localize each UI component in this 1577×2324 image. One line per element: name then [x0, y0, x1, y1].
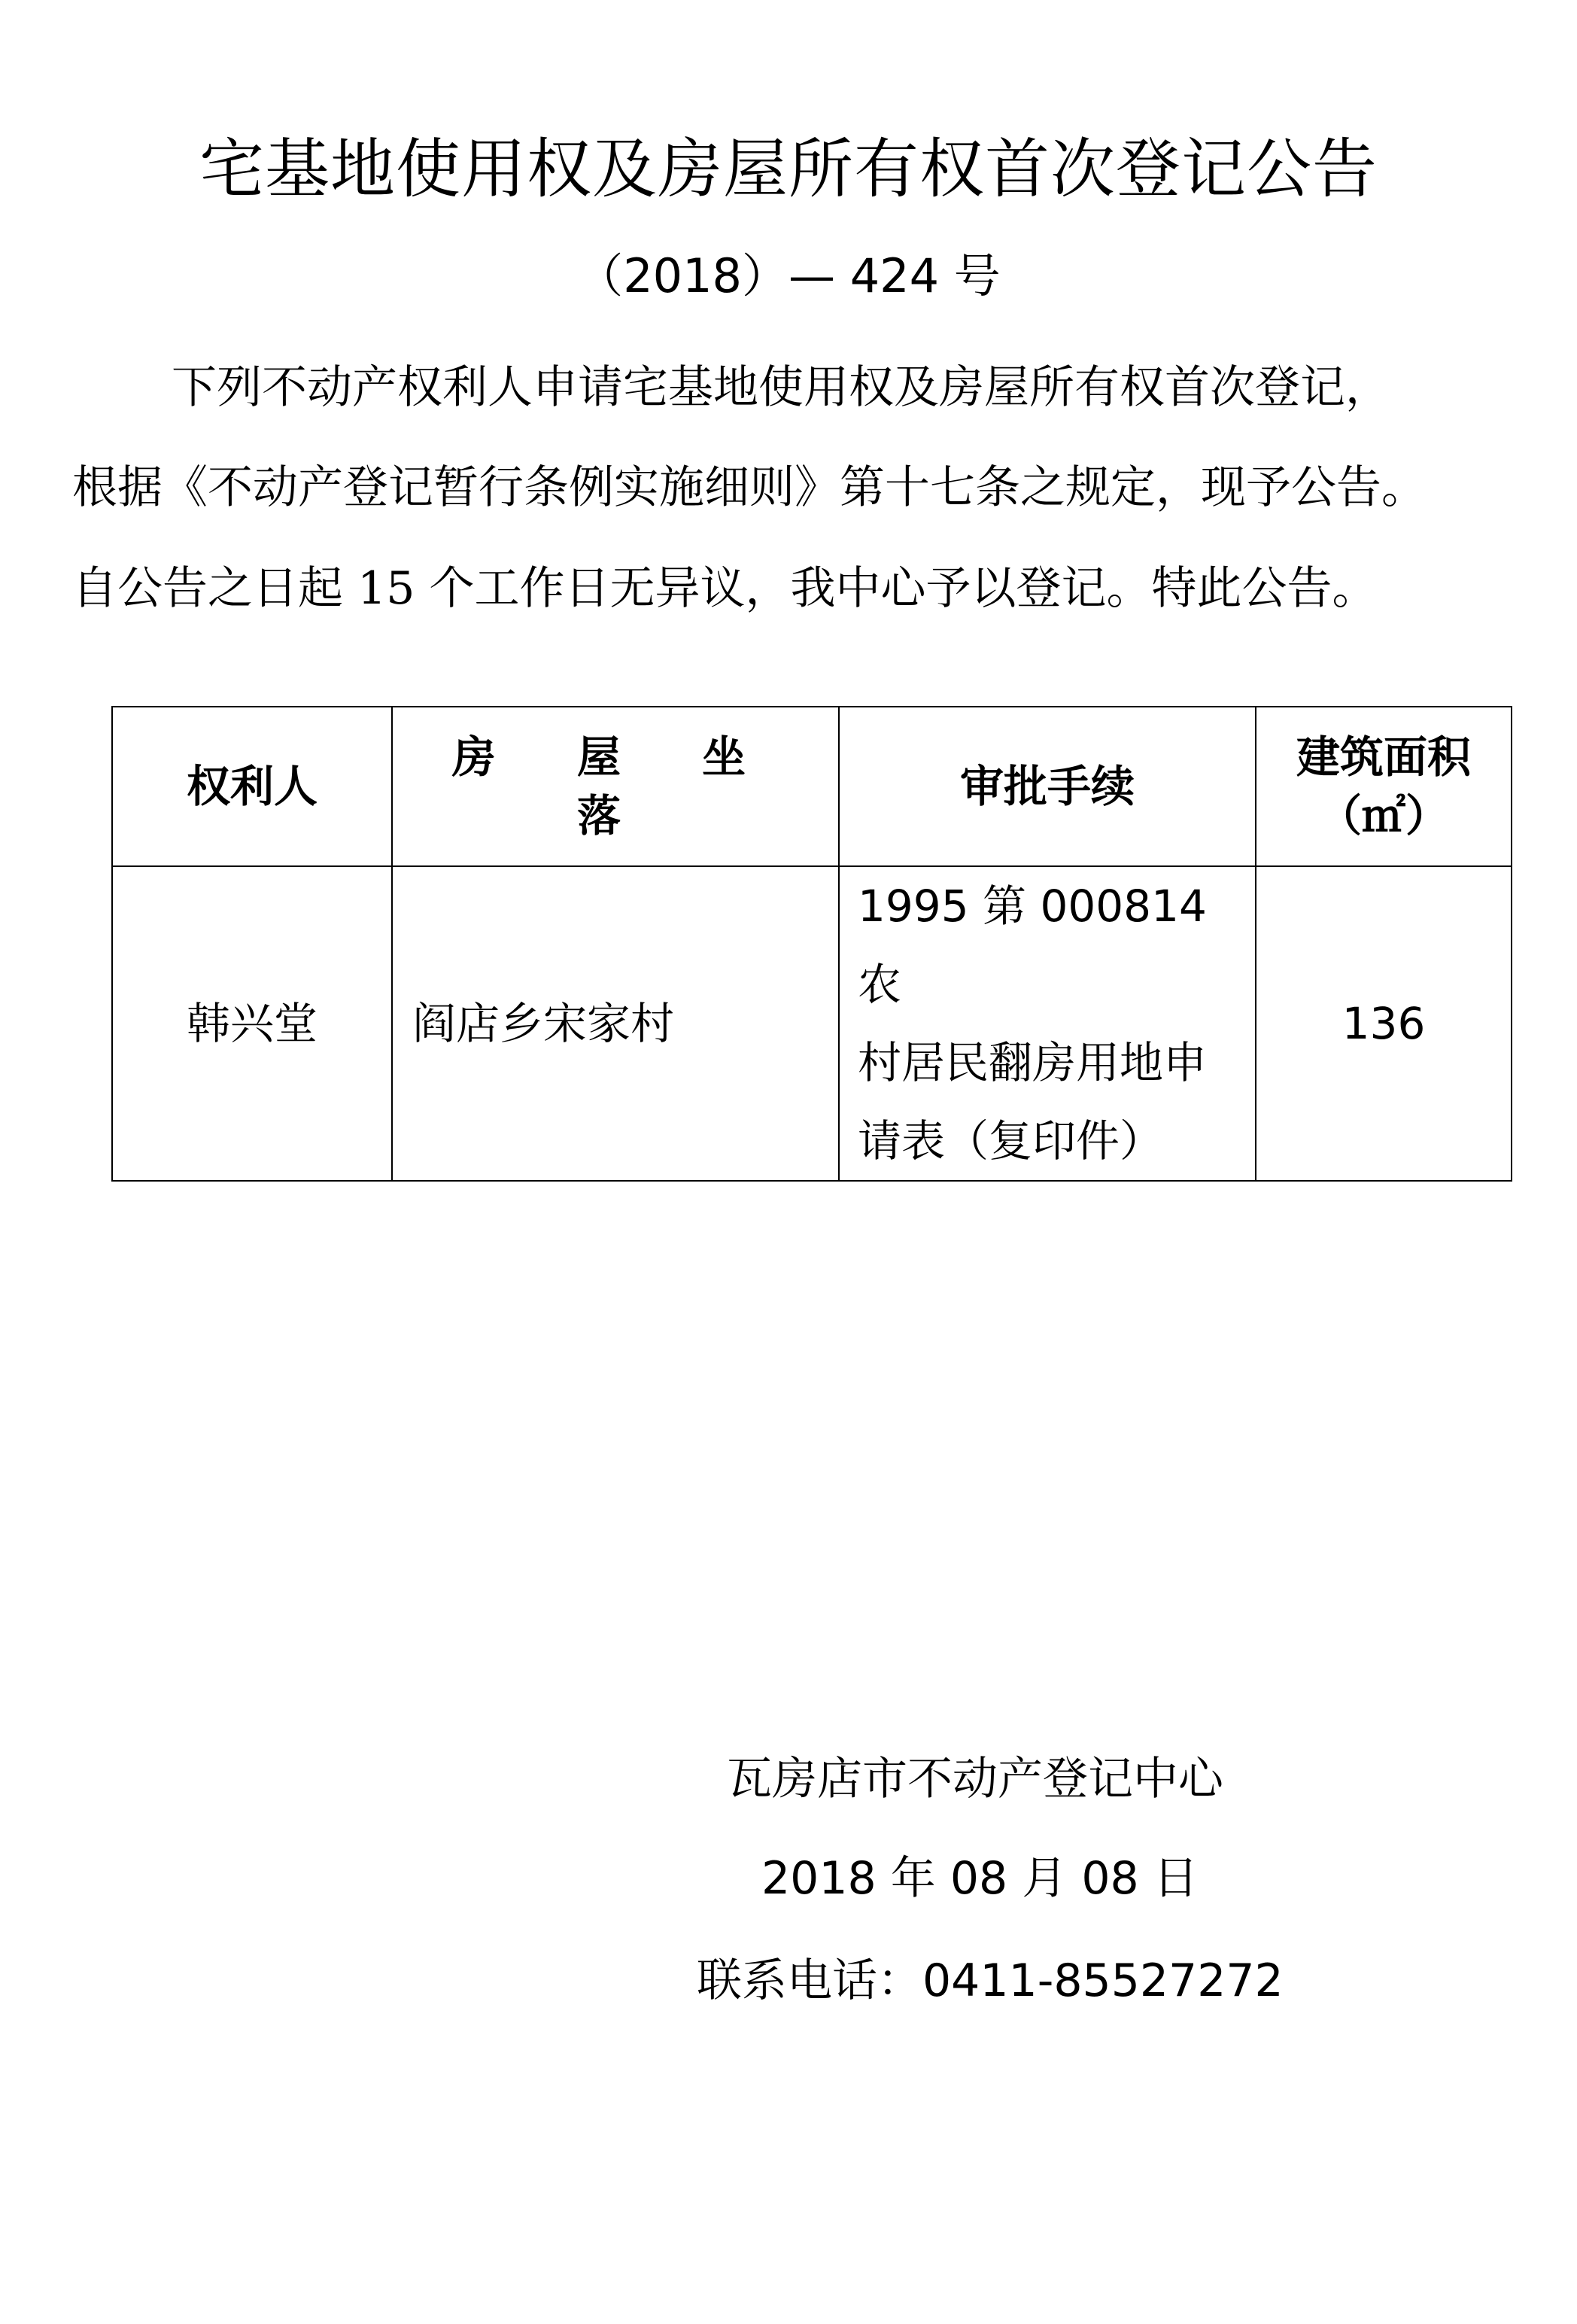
issue-date: 2018 年 08 月 08 日 [761, 1852, 1199, 1905]
approval-line-2: 村居民翻房用地申 [858, 1037, 1208, 1088]
header-area-line-1: 建筑面积 [1296, 732, 1471, 783]
cell-approval [839, 866, 1256, 1181]
approval-line-3: 请表（复印件） [858, 1115, 1164, 1167]
body-line-2: 根据《不动产登记暂行条例实施细则》第十七条之规定，现予公告。 [72, 461, 1427, 514]
document-number: （2018）— 424 号 [576, 248, 1001, 303]
cell-holder: 韩兴堂 [112, 866, 392, 1181]
contact-phone: 联系电话：0411-85527272 [697, 1954, 1284, 2007]
header-area [1256, 707, 1512, 866]
registration-table [111, 706, 1512, 1182]
cell-location: 阎店乡宋家村 [392, 866, 839, 1181]
header-location [392, 707, 839, 866]
issuing-organization: 瓦房店市不动产登记中心 [727, 1753, 1223, 1805]
approval-line-1: 1995 第 000814 农 [858, 881, 1207, 1010]
header-holder: 权利人 [112, 707, 392, 866]
body-line-3: 自公告之日起 15 个工作日无异议，我中心予以登记。特此公告。 [72, 562, 1378, 615]
notice-title: 宅基地使用权及房屋所有权首次登记公告 [199, 132, 1378, 207]
header-location-label: 房 屋 坐 落 [451, 732, 779, 841]
header-area-line-2: （㎡） [1317, 790, 1449, 841]
cell-area: 136 [1256, 866, 1512, 1181]
header-approval: 审批手续 [839, 707, 1256, 866]
table-header-row [112, 707, 1512, 866]
body-line-1: 下列不动产权利人申请宅基地使用权及房屋所有权首次登记， [172, 361, 1390, 414]
table-row [112, 866, 1512, 1181]
